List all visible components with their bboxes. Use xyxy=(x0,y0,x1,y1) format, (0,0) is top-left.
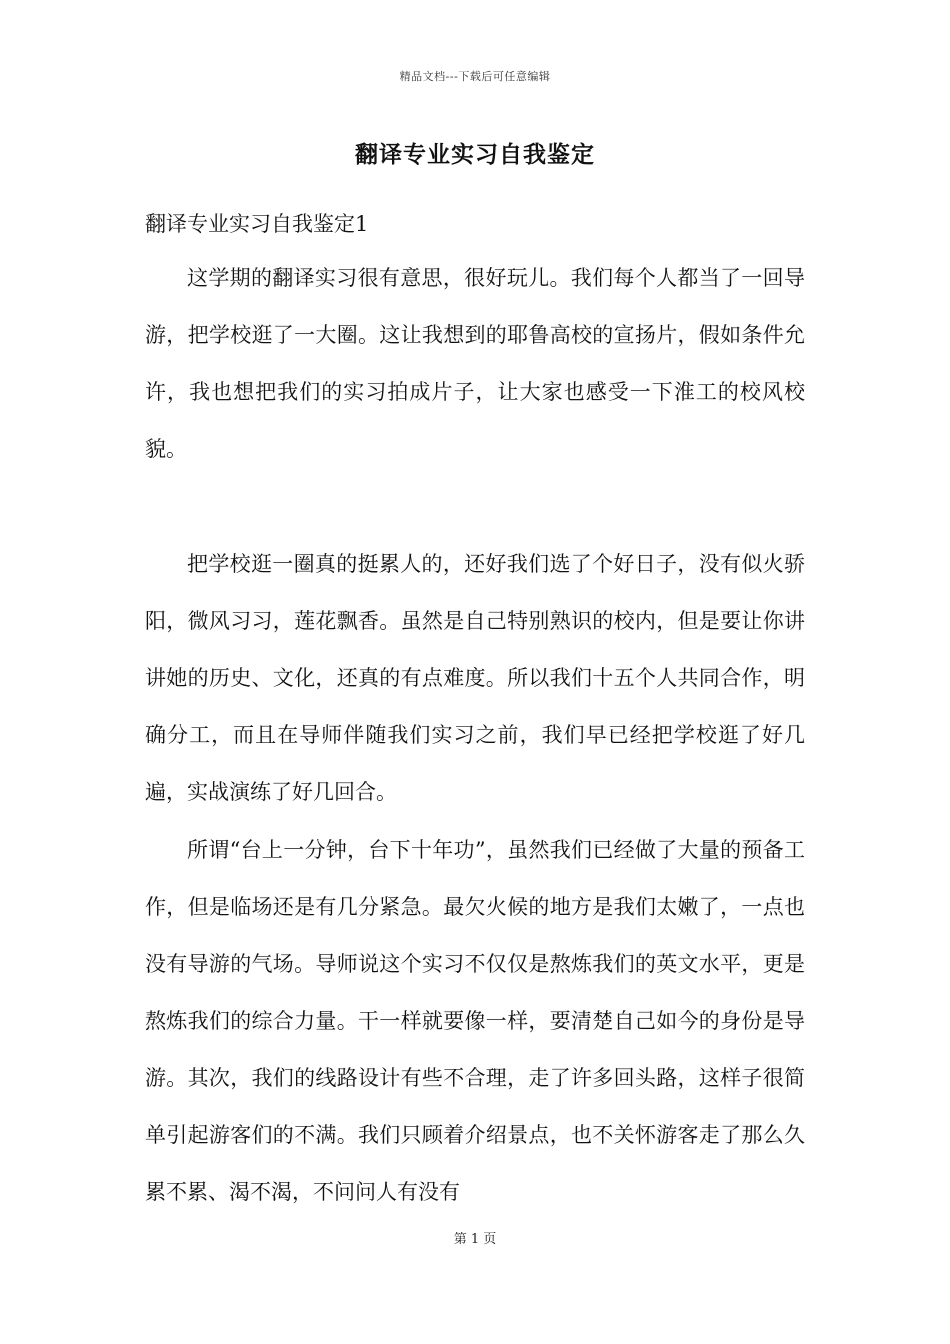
paragraph-1: 这学期的翻译实习很有意思，很好玩儿。我们每个人都当了一回导游，把学校逛了一大圈。这让我想到的耶鲁高校的宣扬片，假如条件允许，我也想把我们的实习拍成片子，让大家也感受一下淮工的校风校貌。 xyxy=(145,266,805,461)
page-number: 第 1 页 xyxy=(453,1232,497,1247)
paragraph-3: 所谓“台上一分钟，台下十年功”，虽然我们已经做了大量的预备工作，但是临场还是有几分紧急。最欠火候的地方是我们太嫩了，一点也没有导游的气场。导师说这个实习不仅仅是熬炼我们的英文水平，更是熬炼我们的综合力量。干一样就要像一样，要清楚自己如今的身份是导游。其次，我们的线路设计有些不合理，走了许多回头路，这样子很简单引起游客们的不满。我们只顾着介绍景点，也不关怀游客走了那么久累不累、渴不渴，不问问人有没有 xyxy=(145,838,805,1204)
header-note: 精品文档---下载后可任意编辑 xyxy=(399,70,551,83)
paragraph-2: 把学校逛一圈真的挺累人的，还好我们选了个好日子，没有似火骄阳，微风习习，莲花飘香。虽然是自己特别熟识的校内，但是要让你讲讲她的历史、文化，还真的有点难度。所以我们十五个人共同合作，明确分工，而且在导师伴随我们实习之前，我们早已经把学校逛了好几遍，实战演练了好几回合。 xyxy=(145,552,805,804)
document-title: 翻译专业实习自我鉴定 xyxy=(355,141,595,168)
section-heading: 翻译专业实习自我鉴定1 xyxy=(145,212,369,236)
